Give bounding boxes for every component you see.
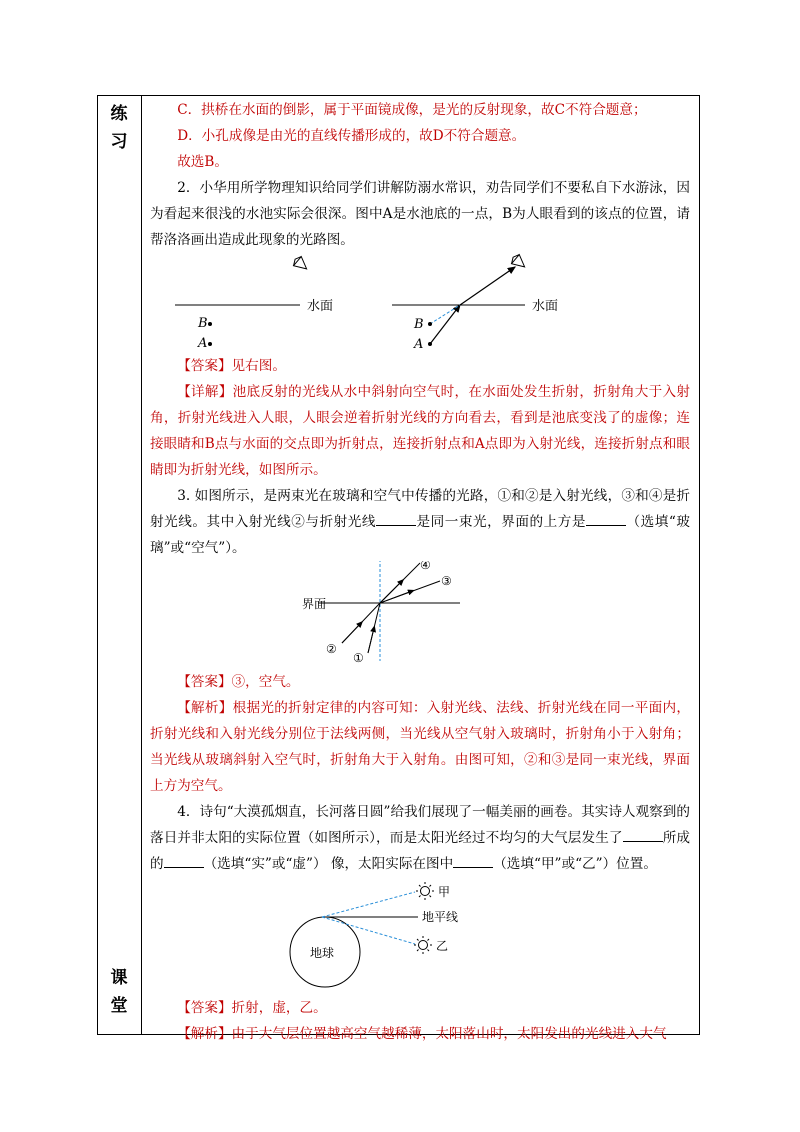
virtual-ray [430, 305, 460, 324]
q3-answer: 【答案】③，空气。 [177, 674, 300, 690]
label-2: ② [326, 642, 337, 656]
q3-stem-part-a: 3. 如图所示，是两束光在玻璃和空气中传播的光路，①和②是入射光线，③和④是折射光线。其中入射光线②与折射光线 [150, 488, 690, 530]
point-a-left [208, 342, 212, 346]
q2-stem: 2．小华用所学物理知识给同学们讲解防溺水常识，劝告同学们不要私自下水游泳，因为看起来很浅的水池实际会很深。图中A是水池底的一点，B为人眼看到的该点的位置，请帮洛洛画出造成此现象的光路图。 [150, 180, 690, 248]
q3-stem [150, 483, 690, 561]
q4-blank-1 [623, 827, 663, 842]
yi-label: 乙 [436, 939, 449, 953]
q4-blank-2 [164, 853, 204, 868]
refracted-ray [460, 267, 515, 305]
q3-explain: 【解析】根据光的折射定律的内容可知：入射光线、法线、折射光线在同一平面内，折射光线和入射光线分别位于法线两侧，当光线从空气射入玻璃时，折射角小于入射角；当光线从玻璃斜射入空气时，折射角大于入射角。由图可知，②和③是同一束光线，界面上方为空气。 [150, 700, 690, 794]
q4-stem-part-c: （选填“实”或“虚”） 像，太阳实际在图中 [203, 856, 454, 872]
incident-ray [430, 305, 460, 344]
point-a-right [428, 342, 432, 346]
label-4: ④ [420, 561, 431, 572]
q1-choice: 故选B。 [177, 154, 228, 170]
q3-blank-1 [376, 511, 416, 526]
q4-answer: 【答案】折射，虚，乙。 [177, 1000, 327, 1016]
q2-right-figure [392, 253, 558, 352]
q4-stem-part-b: 所成的 [150, 830, 691, 872]
point-b-label-right: B [414, 317, 424, 332]
q2-figures [150, 253, 690, 353]
q4-stem-part-d: （选填“甲”或“乙”）位置。 [493, 856, 657, 872]
q1-option-c: C．拱桥在水面的倒影，属于平面镜成像，是光的反射现象，故C不符合题意； [177, 102, 647, 118]
side-label-top-text: 练习 [110, 104, 128, 152]
side-label-top [104, 100, 134, 156]
label-1: ① [353, 651, 364, 665]
apparent-ray [322, 892, 415, 917]
earth-label: 地球 [310, 946, 335, 960]
ray-3-arrow [380, 591, 412, 603]
surface-label-right: 水面 [532, 299, 559, 314]
point-a-label-right: A [414, 337, 424, 352]
eye-icon-left [291, 255, 310, 274]
q4-stem-part-a: 4．诗句“大漠孤烟直，长河落日圆”给我们展现了一幅美丽的画卷。其实诗人观察到的落日并非太阳的实际位置（如图所示），而是太阳光经过不均匀的大气层发生了 [150, 804, 690, 846]
point-b-right [428, 322, 432, 326]
ray-1-arrow [368, 628, 374, 653]
interface-label: 界面 [302, 597, 327, 611]
q3-stem-part-c: （选填“玻璃”或“空气”）。 [150, 514, 691, 556]
q3-stem-part-b: 是同一束光，界面的上方是 [416, 514, 587, 530]
q3-figure-svg [150, 561, 690, 669]
q4-explain: 【解析】由于大气层位置越高空气越稀薄，太阳落山时，太阳发出的光线进入大气 [177, 1026, 667, 1042]
content-column [150, 95, 690, 1047]
q3-figure [150, 561, 690, 669]
q4-figure-svg [150, 877, 690, 995]
jia-label: 甲 [438, 885, 451, 899]
q2-left-figure [175, 255, 333, 351]
point-b-left [208, 322, 212, 326]
point-a-label-left: A [198, 336, 208, 351]
q3-blank-2 [586, 511, 626, 526]
q2-answer: 【答案】见右图。 [177, 358, 286, 374]
side-label-bottom [104, 964, 134, 1020]
ray-2-arrow [342, 623, 361, 643]
label-3: ③ [441, 574, 452, 588]
horizon-label: 地平线 [422, 910, 459, 924]
side-label-bottom-text: 课堂 [110, 968, 128, 1016]
point-b-label-left: B [198, 316, 208, 331]
q2-figure-svg [150, 253, 690, 353]
surface-label-left: 水面 [307, 299, 334, 314]
sun-icon-yi [414, 936, 432, 954]
q1-option-d: D．小孔成像是由光的直线传播形成的，故D不符合题意。 [177, 128, 526, 144]
q4-figure [150, 877, 690, 995]
actual-ray [322, 917, 415, 944]
sun-icon-jia [416, 882, 434, 900]
q4-blank-3 [453, 853, 493, 868]
ray-4-arrow [380, 581, 402, 603]
column-divider [141, 95, 142, 1035]
q2-explain: 【详解】池底反射的光线从水中斜射向空气时，在水面处发生折射，折射角大于入射角，折射光线进入人眼，人眼会逆着折射光线的方向看去，看到是池底变浅了的虚像；连接眼睛和B点与水面的交点即为折射点，连接折射点和A点即为入射光线，连接折射点和眼睛即为折射光线，如图所示。 [150, 384, 690, 478]
q4-stem [150, 799, 690, 877]
